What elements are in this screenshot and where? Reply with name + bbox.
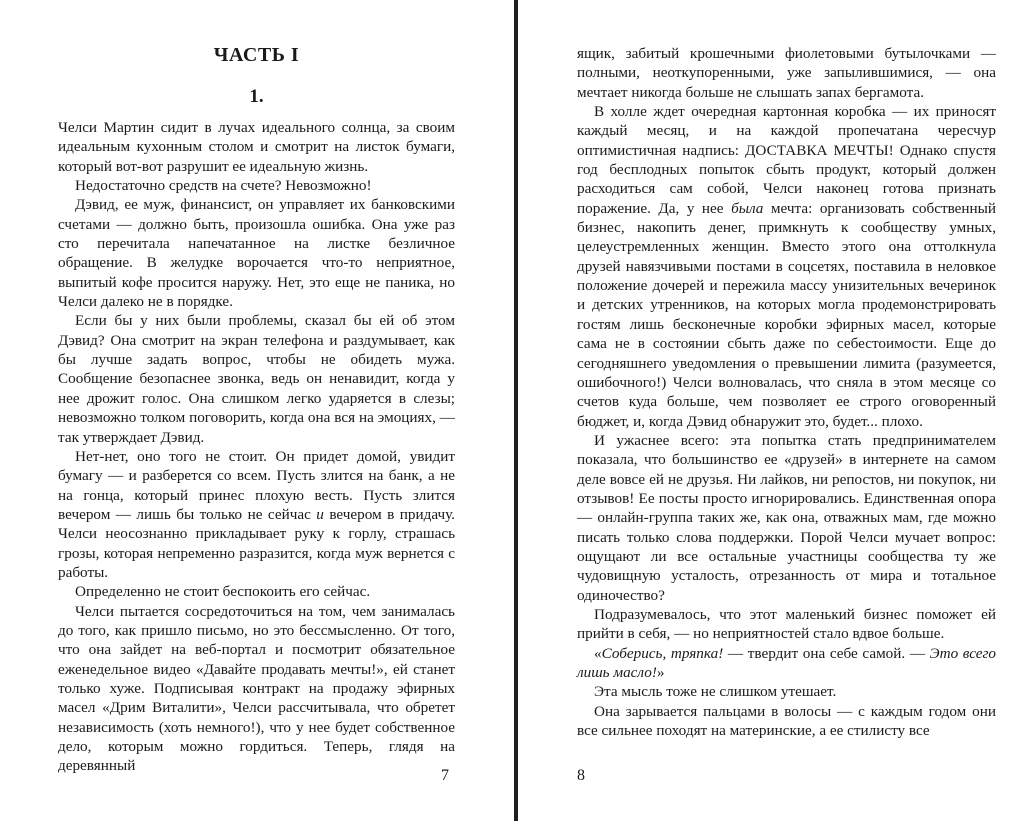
paragraph: Подразумевалось, что этот маленький бизнес поможет ей прийти в себя, — но неприятностей стало вдвое больше.: [577, 605, 996, 643]
chapter-title: 1.: [249, 86, 264, 107]
paragraph: «Соберись, тряпка! — твердит она себе самой. — Это всего лишь масло!»: [577, 644, 996, 681]
paragraph: Челси Мартин сидит в лучах идеального солнца, за своим идеальным кухонным столом и смотрит на листок бумаги, который вот-вот разрушит ее идеальную жизнь.: [58, 119, 455, 175]
paragraph: Она зарывается пальцами в волосы — с каждым годом они все сильнее походят на материнские, а ее стилисту все: [577, 702, 996, 740]
page-number: 8: [577, 767, 585, 784]
left-page-text: [58, 118, 455, 776]
right-page: [519, 0, 1036, 821]
right-page-text: [577, 44, 996, 740]
paragraph: Недостаточно средств на счете? Невозможно!: [75, 177, 372, 195]
page-number: 7: [441, 767, 449, 784]
paragraph: ящик, забитый крошечными фиолетовыми бутылочками — полными, неоткупоренными, уже запылившимися, — она мечтает никогда больше не слышать запах бергамота.: [577, 45, 996, 101]
part-title: ЧАСТЬ I: [213, 44, 300, 66]
paragraph: Эта мысль тоже не слишком утешает.: [594, 683, 837, 701]
paragraph: Челси пытается сосредоточиться на том, чем занималась до того, как пришло письмо, но это бессмысленно. От того, что она зайдет на веб-портал и посмотрит обязательное еженедельное видео «Давайте продавать мечты!», ей станет только хуже. Подписывая контракт на продажу эфирных масел «Дрим Виталити», Челси рассчитывала, что обретет независимость (хоть немного!), что у нее будет собственное дело, которым можно гордиться. Теперь, глядя на деревянный: [58, 602, 455, 775]
paragraph: Определенно не стоит беспокоить его сейчас.: [75, 583, 371, 601]
paragraph: Нет-нет, оно того не стоит. Он придет домой, увидит бумагу — и разберется со всем. Пусть злится на банк, а не на гонца, который принес плохую весть. Пусть злится вечером — лишь бы только не сейчас и вечером в придачу. Челси неосознанно прикладывает руку к горлу, страшась грозы, которая непременно разразится, когда муж вернется с работы.: [58, 447, 455, 581]
left-page: [0, 0, 514, 821]
paragraph: Дэвид, ее муж, финансист, он управляет их банковскими счетами — должно быть, произошла ошибка. Она уже раз сто перечитала напечатанное на листке безличное обращение. В желудке ворочается что-то неприятное, выпитый кофе просится наружу. Нет, это еще не паника, но Челси далеко не в порядке.: [58, 196, 455, 311]
paragraph: И ужаснее всего: эта попытка стать предпринимателем показала, что большинство ее «друзей» в интернете на самом деле вовсе ей не друзья. Ни лайков, ни репостов, ни покупок, ни отзывов! Ее посты просто игнорировались. Единственная опора — онлайн-группа таких же, как она, отважных мам, где можно писать только слова поддержки. Порой Челси мучает вопрос: ощущают ли все остальные участницы сообщества ту же чудовищную усталость, отрезанность от мира и тотальное одиночество?: [577, 431, 996, 604]
paragraph: В холле ждет очередная картонная коробка — их приносят каждый месяц, и на каждой пропечатана чересчур оптимистичная надпись: ДОСТАВКА МЕЧТЫ! Однако спустя год бесплодных попыток сбыть продукт, который должен расходиться сам собой, Челси наконец готова признать поражение. Да, у нее была мечта: организовать собственный бизнес, накопить денег, примкнуть к сообществу умных, целеустремленных женщин. Вместо этого она оттолкнула друзей навязчивыми постами в соцсетях, поставила в неловкое положение дочерей и пережила массу унизительных вечеринок и детских утренников, на которых могла продемонстрировать гостям лишь бесконечные коробки эфирных масел, которые сама не в состоянии сбыть даже по себестоимости. Еще до сегодняшнего уведомления о превышении лимита (разумеется, ошибочного!) Челси волновалась, что сняла в этом месяце со счетов куда больше, чем позволяет ее строго оговоренный бюджет, и, когда Дэвид обнаружит это, будет... плохо.: [577, 103, 997, 430]
book-spine: [514, 0, 518, 821]
paragraph: Если бы у них были проблемы, сказал бы ей об этом Дэвид? Она смотрит на экран телефона и раздумывает, как бы лучше задать вопрос, чтобы не обидеть мужа. Сообщение безопаснее звонка, ведь он ненавидит, когда у нее дрожит голос. Она слишком легко ударяется в слезы; невозможно толком поговорить, когда она вся на эмоциях, — так утверждает Дэвид.: [58, 312, 455, 446]
